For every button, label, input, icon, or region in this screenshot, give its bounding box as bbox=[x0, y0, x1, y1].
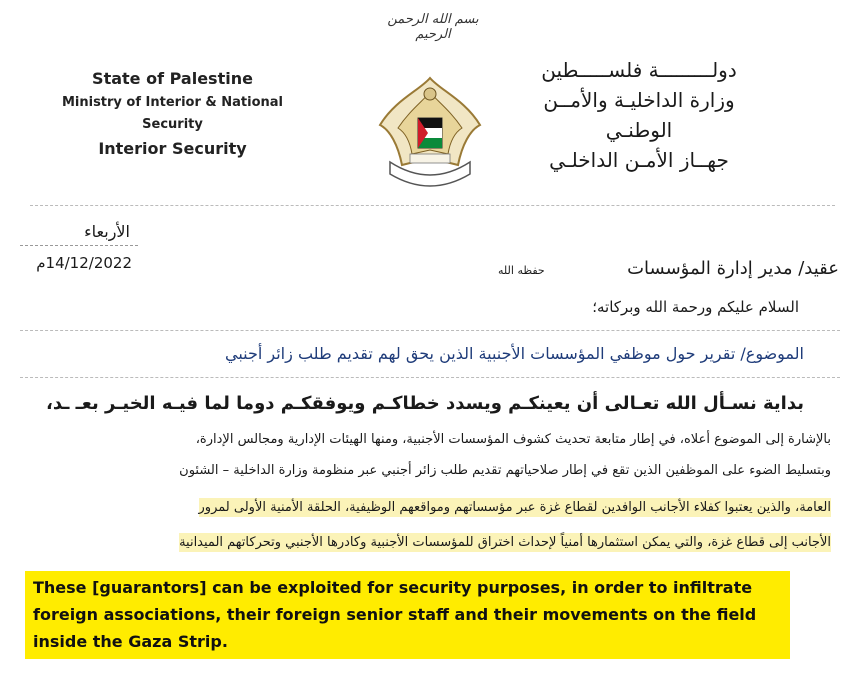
letter-date: 14/12/2022م bbox=[36, 254, 132, 272]
letter-addressee: عقيد/ مدير إدارة المؤسسات bbox=[627, 258, 839, 279]
english-letterhead bbox=[40, 66, 305, 162]
letter-subject: الموضوع/ تقرير حول موظفي المؤسسات الأجنبية الذين يحق لهم تقديم طلب زائر أجنبي bbox=[224, 344, 804, 363]
arabic-ministry-name: وزارة الداخليـة والأمــن bbox=[543, 88, 735, 112]
english-ministry-name: Ministry of Interior & National Security bbox=[61, 95, 284, 132]
body-line: وبتسليط الضوء على الموظفين الذين تقع في إطار صلاحياتهم تقديم طلب زائر أجنبي عبر منظومة وزارة الداخلية – الشئون bbox=[179, 463, 831, 478]
date-divider bbox=[20, 245, 138, 246]
addressee-honorific: حفظه الله bbox=[498, 264, 545, 277]
english-department-name: Interior Security bbox=[98, 139, 247, 158]
body-line: بالإشارة إلى الموضوع أعلاه، في إطار متابعة تحديث كشوف المؤسسات الأجنبية، ومنها الهيئات الإدارية ومجالس الإدارة، bbox=[195, 432, 831, 447]
caption-line: inside the Gaza Strip. bbox=[33, 632, 228, 651]
letter-opening: بداية نسـأل الله تعـالى أن يعينكـم ويسدد خطاكـم ويوفقكـم دوما لما فيـه الخيـر بعـ ـد، bbox=[46, 393, 804, 414]
basmala-calligraphy: بسم الله الرحمن الرحيم bbox=[387, 12, 479, 42]
translation-caption bbox=[25, 571, 790, 659]
palestinian-eagle-emblem bbox=[370, 70, 490, 195]
english-state-name: State of Palestine bbox=[92, 69, 253, 88]
arabic-department-name: جهــاز الأمـن الداخلـي bbox=[549, 148, 729, 172]
letter-day: الأربعاء bbox=[84, 222, 130, 241]
subject-bottom-divider bbox=[20, 377, 840, 378]
letter-greeting: السلام عليكم ورحمة الله وبركاته؛ bbox=[592, 298, 799, 316]
arabic-ministry-name-cont: الوطنـي bbox=[605, 118, 673, 142]
highlighted-body-line: الأجانب إلى قطاع غزة، والتي يمكن استثمارها أمنياً لإحداث اختراق للمؤسسات الأجنبية وكادرها الأجنبي وتحركاتهم الميدانية bbox=[179, 535, 831, 550]
arabic-letterhead bbox=[509, 55, 769, 175]
caption-line: foreign associations, their foreign senior staff and their movements on the field bbox=[33, 605, 757, 624]
arabic-state-name: دولـــــــــة فلســـــطين bbox=[541, 58, 737, 82]
header-divider bbox=[30, 205, 835, 206]
caption-line: These [guarantors] can be exploited for security purposes, in order to infiltrate bbox=[33, 578, 753, 597]
subject-top-divider bbox=[20, 330, 840, 331]
highlighted-body-line: العامة، والذين يعتبوا كفلاء الأجانب الوافدين لقطاع غزة عبر مؤسساتهم ومواقعهم الوظيفية، الحلقة الأمنية الأولى لمرور bbox=[198, 500, 831, 515]
